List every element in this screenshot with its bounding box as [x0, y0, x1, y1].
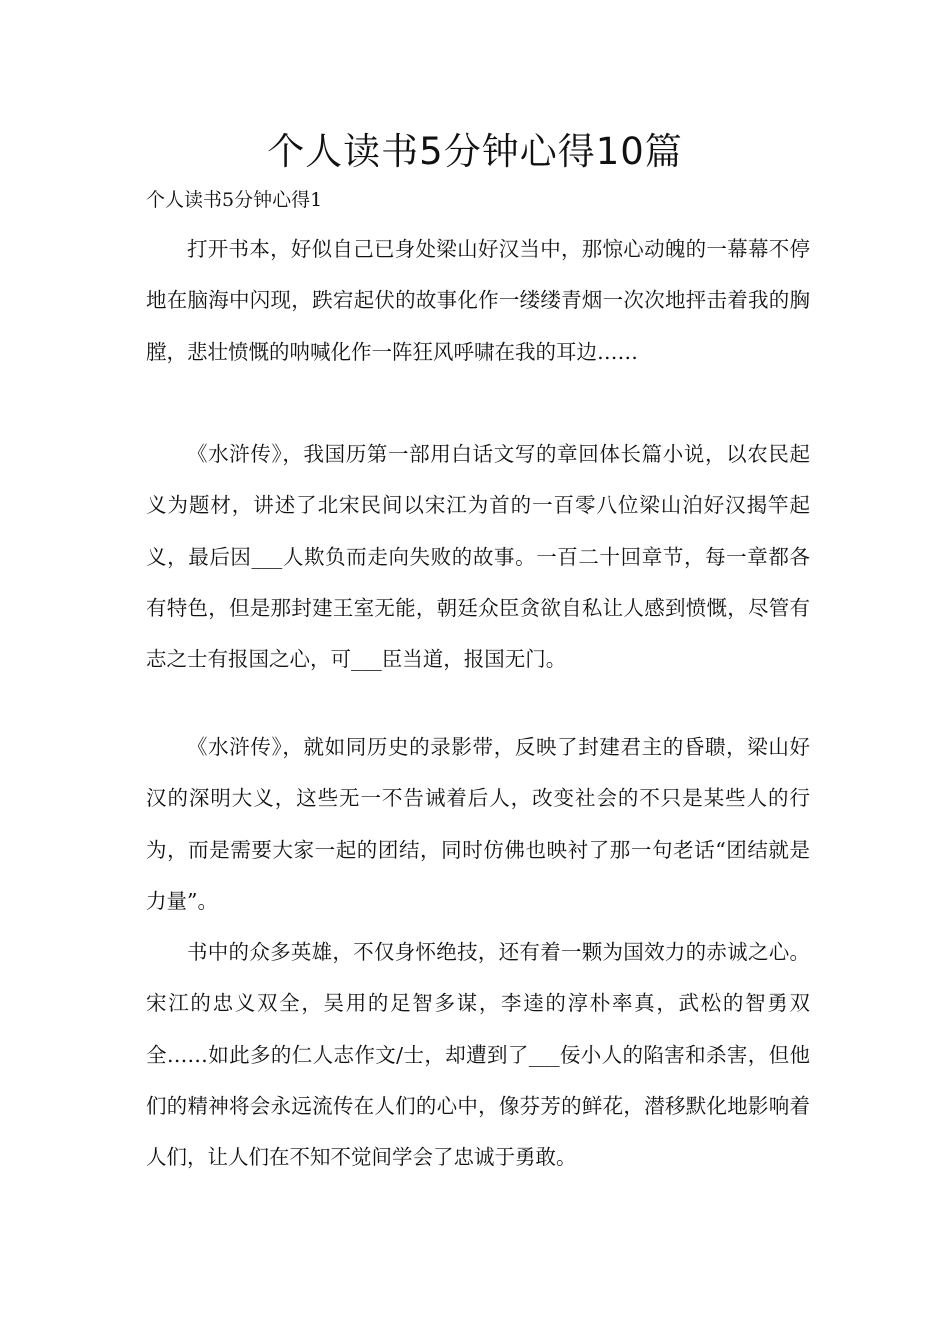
document-title: 个人读书5分钟心得10篇 [267, 130, 683, 173]
paragraph-2: 《水浒传》，我国历第一部用白话文写的章回体长篇小说，以农民起义为题材，讲述了北宋民间以宋江为首的一百零八位梁山泊好汉揭竿起义，最后因___人欺负而走向失败的故事。一百二十回章节，每一章都各有特色，但是那封建王室无能，朝廷众臣贪欲自私让人感到愤慨，尽管有志之士有报国之心，可___臣当道，报国无门。 [146, 442, 810, 672]
paragraph-1: 打开书本，好似自己已身处梁山好汉当中，那惊心动魄的一幕幕不停地在脑海中闪现，跌宕起伏的故事化作一缕缕青烟一次次地抨击着我的胸膛，悲壮愤慨的呐喊化作一阵狂风呼啸在我的耳边…… [146, 237, 810, 364]
paragraph-3: 《水浒传》，就如同历史的录影带，反映了封建君主的昏聩，梁山好汉的深明大义，这些无一不告诫着后人，改变社会的不只是某些人的行为，而是需要大家一起的团结，同时仿佛也映衬了那一句老话“团结就是力量”。 [146, 735, 810, 913]
section-heading: 个人读书5分钟心得1 [146, 189, 323, 211]
paragraph-4: 书中的众多英雄，不仅身怀绝技，还有着一颗为国效力的赤诚之心。宋江的忠义双全，吴用的足智多谋，李逵的淳朴率真，武松的智勇双全……如此多的仁人志作文/士，却遭到了___佞小人的陷害和杀害，但他们的精神将会永远流传在人们的心中，像芬芳的鲜花，潜移默化地影响着人们，让人们在不知不觉间学会了忠诚于勇敢。 [146, 940, 810, 1170]
